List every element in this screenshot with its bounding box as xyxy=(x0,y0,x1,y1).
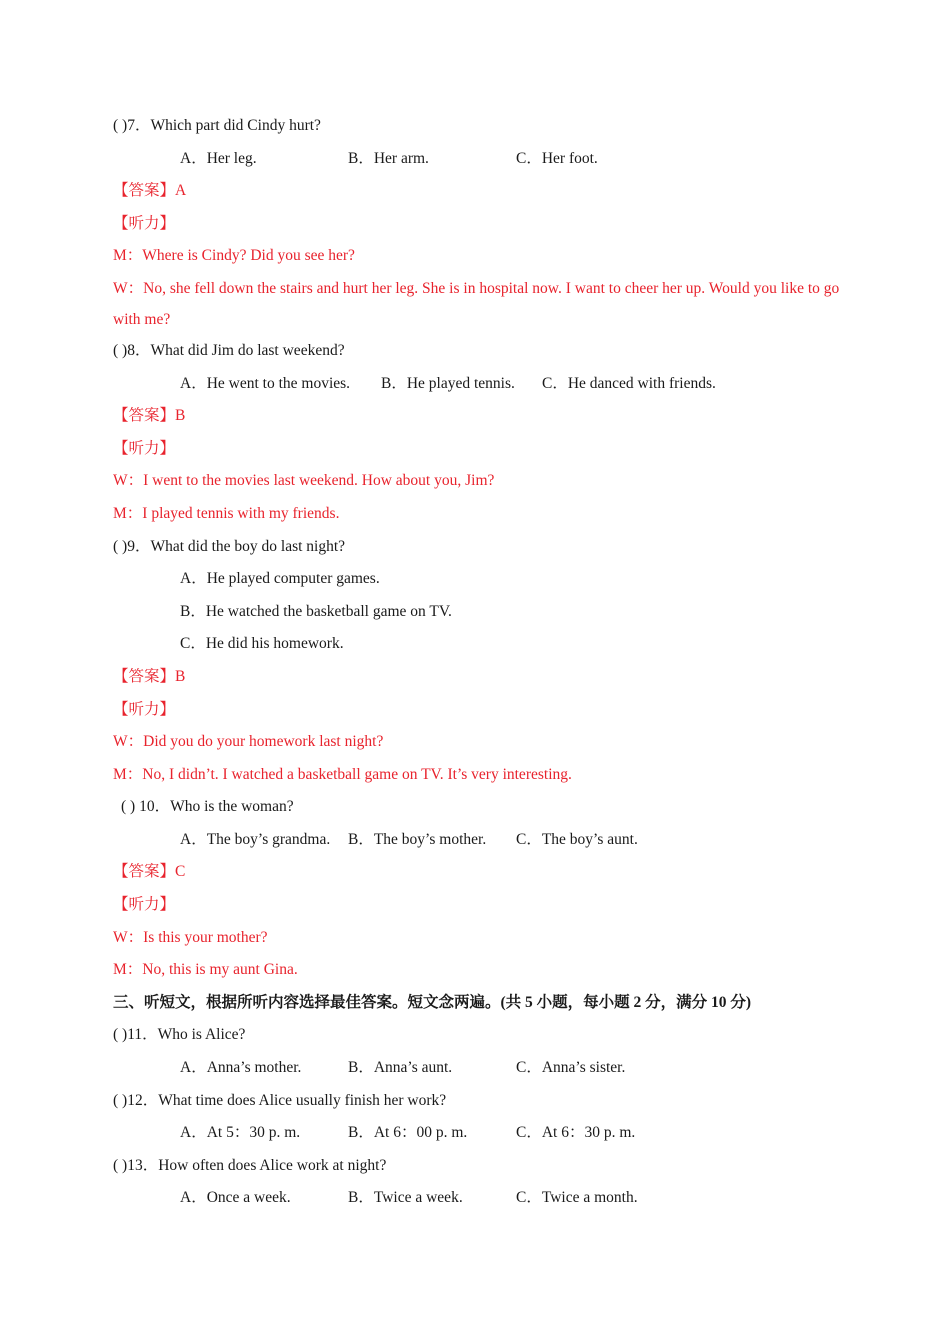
script-line: W：Is this your mother? xyxy=(113,928,268,946)
script-line: W：I went to the movies last weekend. How about you, Jim? xyxy=(113,472,495,490)
answer-10: 【答案】C xyxy=(113,863,186,881)
option-b: B．He played tennis. xyxy=(381,374,515,392)
question-8-options xyxy=(113,368,843,401)
option-a: A．Once a week. xyxy=(180,1189,291,1207)
section-3-heading: 三、听短文，根据所听内容选择最佳答案。短文念两遍。(共 5 小题，每小题 2 分，满分 10 分) xyxy=(113,993,752,1011)
script-line: M：Where is Cindy? Did you see her? xyxy=(113,247,355,265)
option-c: C．He did his homework. xyxy=(180,635,344,653)
answer-8: 【答案】B xyxy=(113,407,186,425)
option-b: B．Her arm. xyxy=(348,149,429,167)
question-12: ( )12．What time does Alice usually finish her work? xyxy=(113,1091,447,1109)
script-line: M：No, this is my aunt Gina. xyxy=(113,961,298,979)
question-7-options xyxy=(113,143,843,176)
question-7: ( )7．Which part did Cindy hurt? xyxy=(113,117,321,134)
question-13-options xyxy=(113,1182,843,1215)
option-a: A．He played computer games. xyxy=(180,570,380,588)
question-12-options xyxy=(113,1117,843,1150)
listening-label-8: 【听力】 xyxy=(113,439,176,457)
option-a: A．Anna’s mother. xyxy=(180,1059,302,1077)
document-page xyxy=(113,110,843,1215)
answer-9: 【答案】B xyxy=(113,667,186,685)
option-b: B．Anna’s aunt. xyxy=(348,1059,453,1077)
option-a: A．At 5：30 p. m. xyxy=(180,1124,301,1142)
option-c: C．At 6：30 p. m. xyxy=(516,1124,636,1142)
question-10-options xyxy=(113,824,843,857)
option-b: B．At 6：00 p. m. xyxy=(348,1124,468,1142)
option-a: A．The boy’s grandma. xyxy=(180,830,331,848)
option-b: B．The boy’s mother. xyxy=(348,830,487,848)
answer-7: 【答案】A xyxy=(113,182,187,200)
question-13: ( )13．How often does Alice work at night? xyxy=(113,1156,387,1174)
option-b: B．He watched the basketball game on TV. xyxy=(180,602,452,620)
option-b: B．Twice a week. xyxy=(348,1189,463,1207)
option-c: C．The boy’s aunt. xyxy=(516,830,638,848)
option-c: C．Her foot. xyxy=(516,149,598,167)
question-10: ( ) 10．Who is the woman? xyxy=(121,798,294,816)
question-11-options xyxy=(113,1052,843,1085)
listening-label-10: 【听力】 xyxy=(113,896,176,914)
option-c: C．Anna’s sister. xyxy=(516,1059,626,1077)
listening-label-7: 【听力】 xyxy=(113,214,176,232)
listening-label-9: 【听力】 xyxy=(113,700,176,718)
option-c: C．Twice a month. xyxy=(516,1189,638,1207)
script-line: M：No, I didn’t. I watched a basketball game on TV. It’s very interesting. xyxy=(113,765,572,783)
option-c: C．He danced with friends. xyxy=(542,374,716,392)
option-a: A．He went to the movies. xyxy=(180,374,351,392)
question-9: ( )9．What did the boy do last night? xyxy=(113,537,346,555)
question-11: ( )11．Who is Alice? xyxy=(113,1026,246,1044)
script-line: M：I played tennis with my friends. xyxy=(113,504,340,522)
script-line: W：No, she fell down the stairs and hurt her leg. She is in hospital now. I want to cheer her up. Would you like to go with me? xyxy=(113,279,840,328)
option-a: A．Her leg. xyxy=(180,149,257,167)
script-line: W：Did you do your homework last night? xyxy=(113,733,384,751)
question-8: ( )8．What did Jim do last weekend? xyxy=(113,341,345,359)
